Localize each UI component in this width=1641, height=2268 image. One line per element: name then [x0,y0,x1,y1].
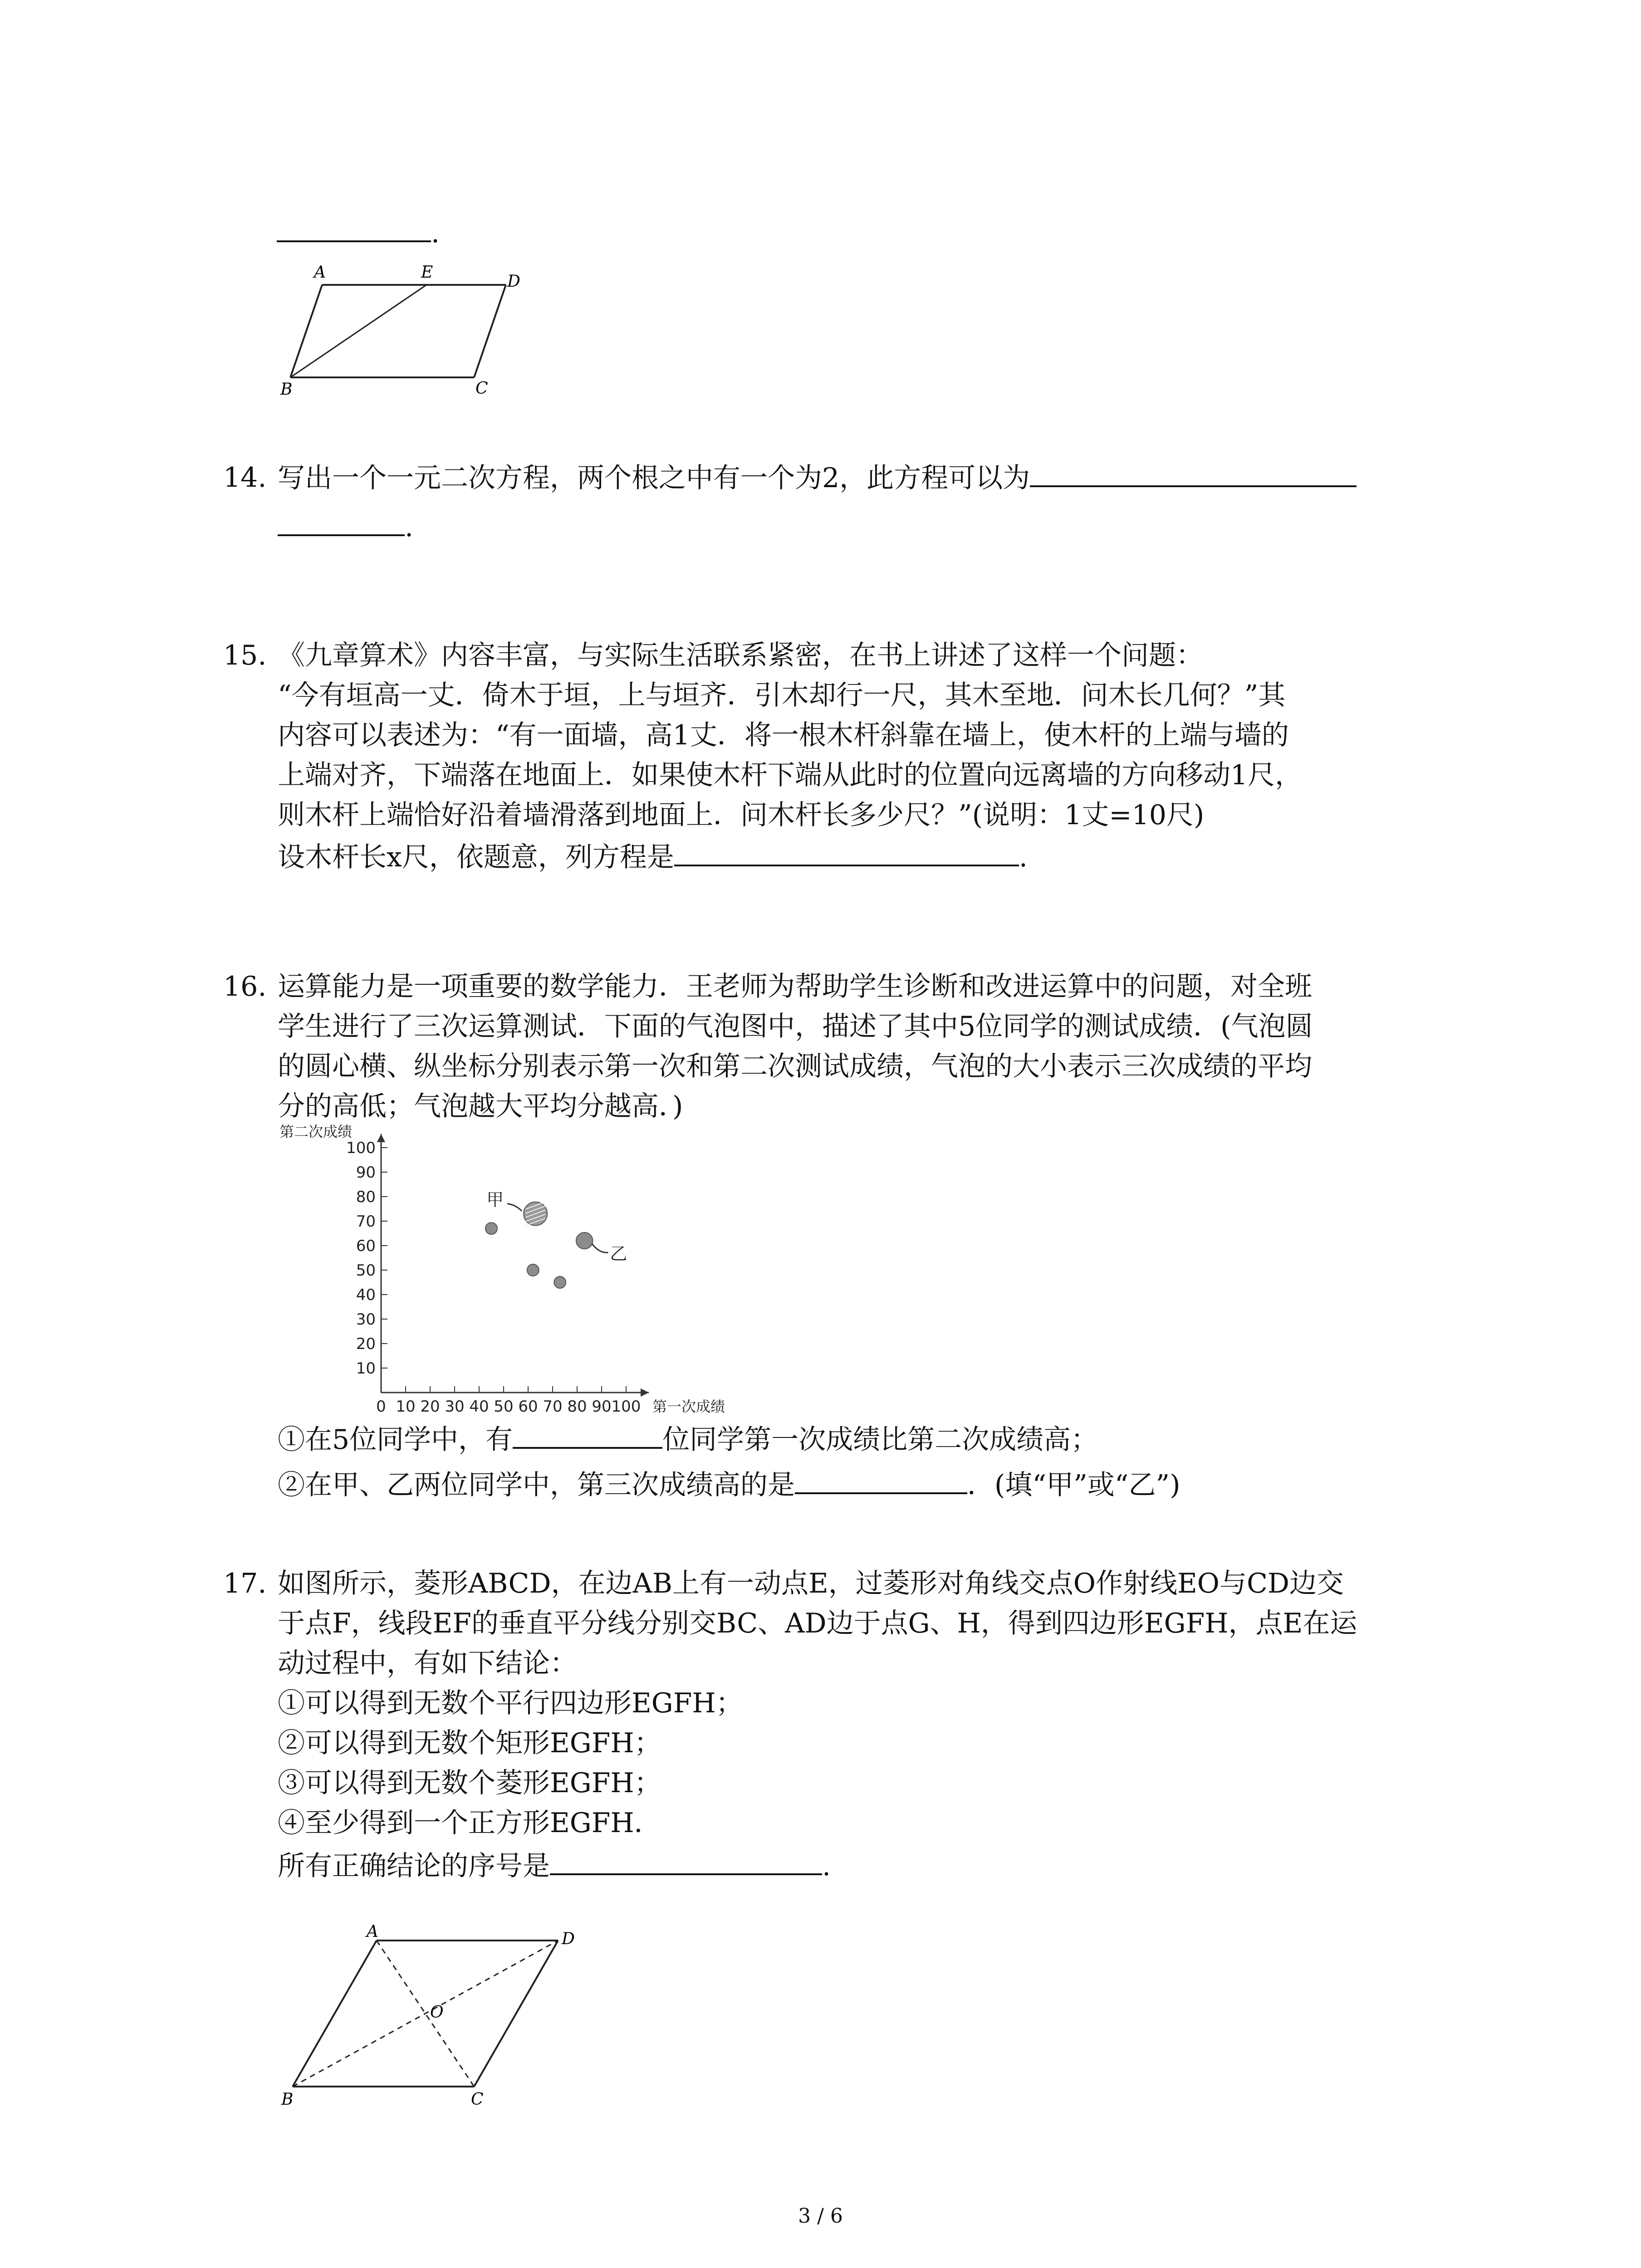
q16-line4: 分的高低；气泡越大平均分越高．) [278,1090,683,1122]
q17-line1: 如图所示，菱形ABCD，在边AB上有一动点E，过菱形对角线交点O作射线EO与CD边交 [278,1568,1344,1599]
x-tick-label: 70 [543,1398,563,1416]
y-axis-arrow [377,1134,385,1142]
q16-sub1: ①在5位同学中，有 位同学第一次成绩比第二次成绩高； [278,1420,1098,1459]
x-tick-label: 10 [396,1398,416,1416]
x-axis-arrow [641,1388,649,1397]
label-e: E [421,263,433,282]
page-number: 3 / 6 [798,2204,843,2228]
bubble-label-jia: 甲 [486,1189,504,1210]
x-tick-label: 20 [420,1398,440,1416]
y-tick-label: 40 [356,1286,376,1304]
x-tick-label: 40 [469,1398,489,1416]
x-tick-label: 80 [567,1398,587,1416]
q16-sub2: ②在甲、乙两位同学中，第三次成绩高的是 ．(填“甲”或“乙”) [278,1465,1181,1505]
q16-sub1-blank[interactable] [513,1420,662,1449]
y-tick-label: 50 [356,1261,376,1280]
y-tick-label: 90 [356,1163,376,1182]
y-tick-label: 100 [346,1139,376,1157]
q14-answer-blank[interactable] [1030,458,1357,487]
q15-line2: “今有垣高一丈．倚木于垣，上与垣齐．引木却行一尺，其木至地．问木长几何？”其 [278,679,1286,711]
q17-conclusion-2: ②可以得到无数个矩形EGFH； [278,1727,661,1759]
label-d: D [562,1930,575,1948]
chart-axes [377,1134,649,1397]
q17-answer-blank[interactable] [550,1846,822,1875]
bubble-label-yi: 乙 [610,1244,627,1264]
bubble [485,1222,497,1234]
y-tick-label: 10 [356,1359,376,1378]
q15-line3: 内容可以表述为：“有一面墙，高1丈．将一根木杆斜靠在墙上，使木杆的上端与墙的 [278,719,1289,751]
label-b: B [280,380,293,399]
rhombus-figure-abcd [268,1919,585,2114]
q17-answer-line: 所有正确结论的序号是 . [278,1846,831,1886]
q17-number: 17. [223,1568,267,1599]
q15-line5: 则木杆上端恰好沿着墙滑落到地面上．问木杆长多少尺？”(说明：1丈=10尺) [278,799,1205,831]
label-a: A [367,1922,378,1941]
label-d: D [507,272,520,291]
label-c: C [471,2090,484,2109]
q17-conclusion-3: ③可以得到无数个菱形EGFH； [278,1767,661,1799]
y-tick-label: 70 [356,1212,376,1231]
label-c: C [475,379,488,398]
bubble [527,1264,539,1276]
q14-line1: 写出一个一元二次方程，两个根之中有一个为2，此方程可以为 [278,458,1357,498]
q17-line3: 动过程中，有如下结论： [278,1647,577,1679]
x-tick-label: 90 [592,1398,612,1416]
bubble-chart [272,1120,762,1420]
answer-blank[interactable] [277,213,431,242]
label-a: A [314,263,326,282]
label-leader [592,1243,608,1252]
q17-conclusion-1: ①可以得到无数个平行四边形EGFH； [278,1687,743,1719]
q16-line2: 学生进行了三次运算测试．下面的气泡图中，描述了其中5位同学的测试成绩．(气泡圆 [278,1011,1313,1042]
q15-line6: 设木杆长x尺，依题意，列方程是 . [278,837,1028,877]
q15-line1: 《九章算术》内容丰富，与实际生活联系紧密，在书上讲述了这样一个问题： [278,640,1203,671]
x-tick-label: 0 [376,1398,386,1416]
y-tick-label: 20 [356,1335,376,1353]
q17-line2: 于点F，线段EF的垂直平分线分别交BC、AD边于点G、H，得到四边形EGFH，点E在运 [278,1608,1357,1639]
y-tick-label: 60 [356,1237,376,1255]
q14-line2: . [278,507,413,547]
q16-line3: 的圆心横、纵坐标分别表示第一次和第二次测试成绩，气泡的大小表示三次成绩的平均 [278,1051,1312,1082]
bubble [554,1276,566,1288]
y-axis-label: 第二次成绩 [279,1123,353,1140]
x-tick-label: 50 [494,1398,514,1416]
q13-answer-line: . [277,213,440,253]
x-tick-label: 100 [611,1398,641,1416]
x-tick-label: 60 [518,1398,538,1416]
x-axis-label: 第一次成绩 [652,1398,725,1415]
bubbles [485,1190,627,1288]
q15-line4: 上端对齐，下端落在地面上．如果使木杆下端从此时的位置向远离墙的方向移动1尺， [278,759,1303,791]
q16-line1: 运算能力是一项重要的数学能力．王老师为帮助学生诊断和改进运算中的问题，对全班 [278,971,1312,1002]
q14-number: 14. [223,462,267,494]
y-tick-label: 30 [356,1310,376,1329]
q15-answer-blank[interactable] [674,837,1019,866]
bubble [576,1232,593,1249]
q16-sub2-blank[interactable] [795,1465,967,1494]
y-tick-label: 80 [356,1188,376,1206]
x-tick-label: 30 [445,1398,465,1416]
q16-number: 16. [223,971,267,1002]
parallelogram-figure-aebcd [268,254,522,399]
label-leader [507,1204,522,1211]
q15-number: 15. [223,640,267,671]
label-b: B [281,2090,294,2109]
q17-conclusion-4: ④至少得到一个正方形EGFH． [278,1807,661,1839]
x-ticks [376,1386,641,1416]
label-o: O [430,2003,444,2022]
q14-answer-blank-cont[interactable] [278,507,405,536]
